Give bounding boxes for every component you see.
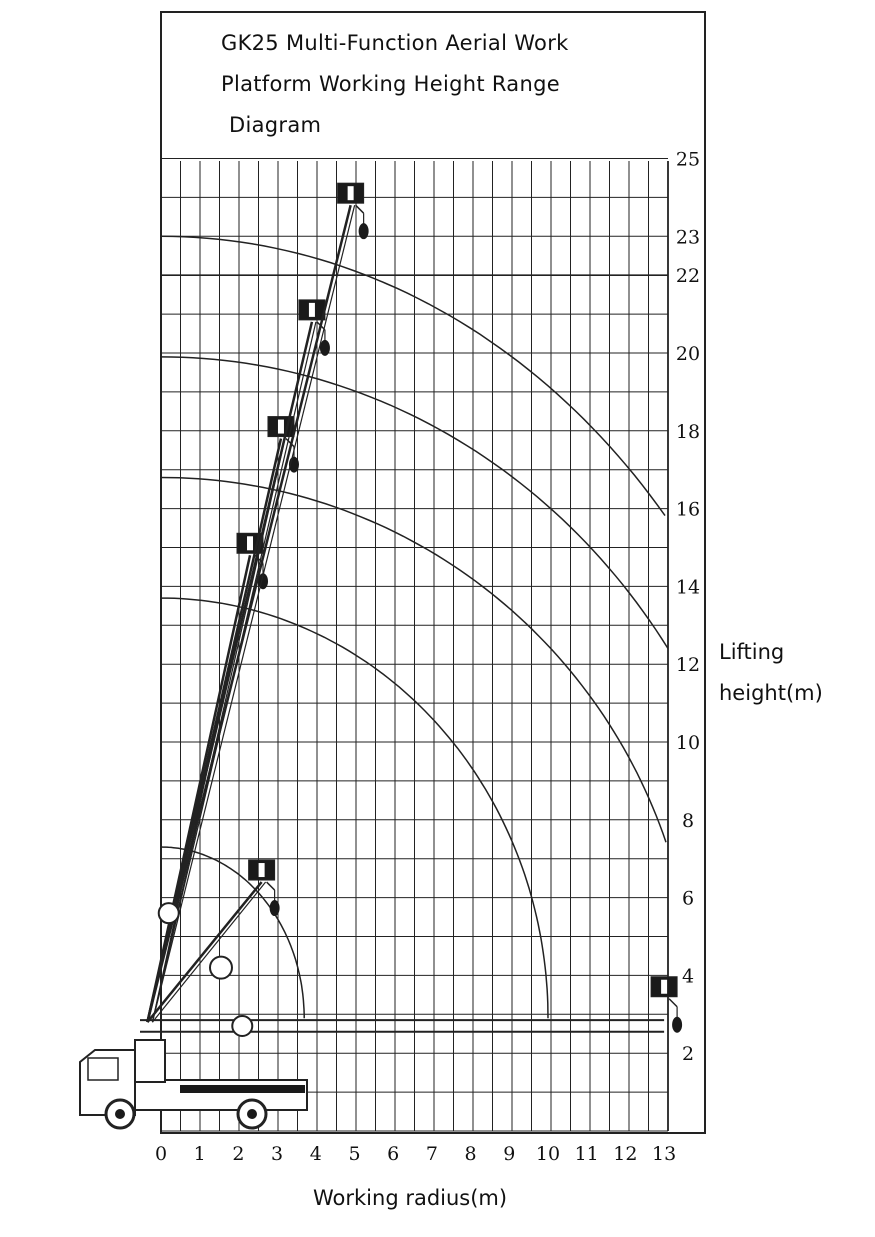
truck-bed-rail [180, 1085, 305, 1093]
y-tick-labels [676, 149, 700, 1066]
platform-figure [348, 186, 354, 200]
x-tick-label: 2 [232, 1143, 245, 1165]
x-tick-label: 0 [154, 1143, 168, 1165]
x-tick-label: 4 [309, 1143, 322, 1165]
truck-hub [115, 1109, 125, 1119]
platform-figure [247, 536, 253, 550]
hook-block [320, 340, 330, 356]
x-axis-label: Working radius(m) [313, 1186, 508, 1210]
platform-figure [278, 420, 284, 434]
x-tick-label: 9 [503, 1143, 516, 1165]
crane-base [135, 1040, 165, 1082]
truck-hub [247, 1109, 257, 1119]
hook-line [356, 205, 364, 213]
y-tick-label: 20 [675, 343, 701, 365]
y-tick-label: 6 [681, 887, 695, 910]
x-tick-label: 12 [613, 1143, 638, 1165]
hook-line [669, 999, 677, 1007]
y-tick-label: 10 [675, 732, 701, 754]
x-tick-labels [155, 1143, 676, 1165]
truck-bed [135, 1080, 307, 1110]
ground-level-boom [140, 1016, 664, 1036]
y-tick-label: 16 [675, 498, 701, 521]
hook-block [359, 223, 369, 239]
diagram-title-line-1: GK25 Multi-Function Aerial Work [221, 31, 569, 55]
x-tick-label: 3 [271, 1143, 284, 1165]
platform-figure [661, 980, 667, 994]
diagram-title-line-2: Platform Working Height Range [221, 72, 560, 96]
range-arc [161, 236, 665, 515]
diagram-title-line-3: Diagram [229, 113, 322, 137]
y-axis-label-line-2: height(m) [719, 681, 823, 705]
x-tick-label: 6 [387, 1143, 400, 1165]
platform-figure [309, 303, 315, 317]
x-tick-label: 13 [652, 1143, 677, 1165]
hook-line [267, 882, 275, 890]
truck-window [88, 1058, 118, 1080]
x-tick-label: 10 [535, 1143, 561, 1165]
hook-block [270, 900, 280, 916]
y-tick-label: 2 [681, 1043, 695, 1066]
x-tick-label: 5 [348, 1143, 361, 1165]
boom-arm [147, 205, 350, 1022]
platform-figure [259, 863, 265, 877]
y-tick-label: 22 [675, 265, 701, 288]
boom-pulley [159, 903, 179, 923]
x-tick-label: 1 [193, 1143, 206, 1165]
outer-frame [161, 12, 705, 1133]
y-tick-label: 8 [681, 809, 695, 832]
y-tick-label: 14 [675, 576, 701, 599]
hook-block [672, 1017, 682, 1033]
boom-pulley [210, 957, 232, 979]
y-axis-label-line-1: Lifting [719, 640, 785, 664]
x-tick-label: 11 [574, 1143, 599, 1165]
boom-pulley [232, 1016, 252, 1036]
y-tick-label: 4 [681, 965, 695, 988]
y-tick-label: 18 [675, 420, 701, 443]
x-tick-label: 7 [425, 1143, 438, 1165]
y-tick-label: 12 [675, 654, 701, 677]
y-tick-label: 23 [675, 226, 701, 249]
boom-arm-inner [152, 205, 354, 1022]
y-tick-label: 25 [675, 148, 701, 171]
x-tick-label: 8 [464, 1143, 477, 1165]
